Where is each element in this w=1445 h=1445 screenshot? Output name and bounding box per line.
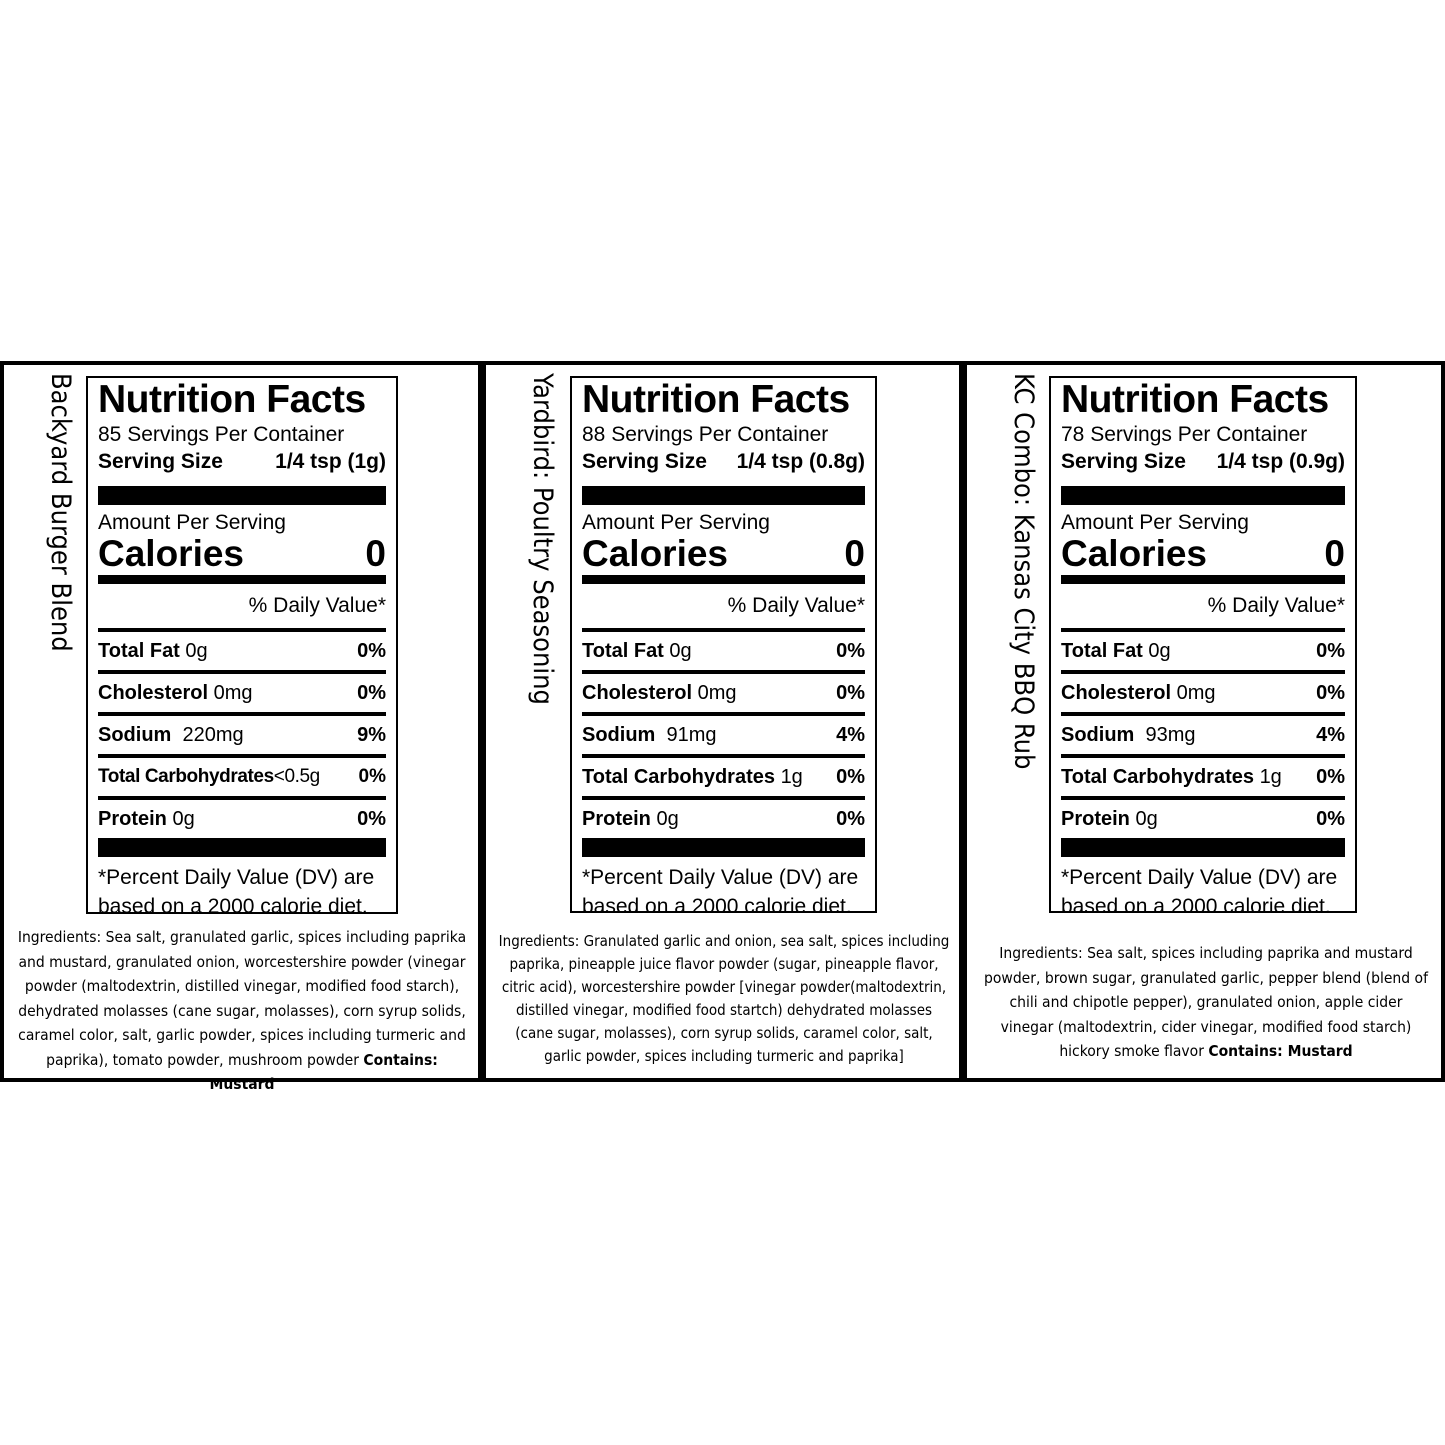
nutrient-row <box>582 674 865 712</box>
nutrient-row <box>582 632 865 670</box>
calories-label: Calories <box>98 533 245 574</box>
nutrient-amount: 0mg <box>1176 681 1216 704</box>
product-name-vertical <box>1001 373 1041 770</box>
nutrient-dv: 9% <box>357 723 386 746</box>
nutrient-dv: 4% <box>1316 723 1345 746</box>
thick-divider <box>98 838 386 857</box>
serving-size-label: Serving Size <box>98 450 223 473</box>
nutrient-amount: 1g <box>1259 765 1282 788</box>
amount-per-serving: Amount Per Serving <box>582 511 770 534</box>
serving-size-value: 1/4 tsp (0.9g) <box>1216 450 1345 473</box>
daily-value-header: % Daily Value* <box>727 594 865 617</box>
serving-size-row <box>98 448 386 476</box>
nutrient-amount: 0mg <box>697 681 737 704</box>
nutrient-row <box>582 758 865 796</box>
calories-value: 0 <box>844 533 865 574</box>
calories-label: Calories <box>582 533 729 574</box>
thick-divider <box>1061 486 1345 505</box>
nutrient-row <box>98 674 386 712</box>
nutrient-name: Protein <box>98 807 167 830</box>
nutrient-name: Total Fat <box>1061 639 1143 662</box>
nutrient-row <box>1061 758 1345 796</box>
serving-size-label: Serving Size <box>1061 450 1186 473</box>
medium-divider <box>582 575 865 584</box>
nutrient-amount: 93mg <box>1145 723 1196 746</box>
nutrient-amount: 0g <box>185 639 208 662</box>
nutrient-row <box>1061 674 1345 712</box>
ingredients-text: Ingredients: Sea salt, granulated garlic, spices including paprika and mustard, granulated onion, worcestershire powder (vinegar powder (maltodextrin, distilled vinegar, modified food starch), dehydrated molasses (cane sugar, molasses), corn syrup solids, caramel color, salt, garlic powder, spices including turmeric and paprika), tomato powder, mushroom powder <box>17 928 467 1069</box>
nutrient-name: Sodium <box>1061 723 1135 746</box>
nutrient-dv: 0% <box>1316 681 1345 704</box>
nutrient-row <box>98 800 386 838</box>
footnote: *Percent Daily Value (DV) are based on a 2000 calorie diet. <box>1061 866 1338 918</box>
nutrient-name: Sodium <box>582 723 656 746</box>
nutrient-row <box>1061 800 1345 838</box>
servings-per-container: 85 Servings Per Container <box>98 423 345 446</box>
nutrient-amount: 0g <box>172 807 195 830</box>
calories-label: Calories <box>1061 533 1208 574</box>
nutrient-row <box>98 758 386 796</box>
daily-value-header: % Daily Value* <box>1207 594 1345 617</box>
allergen-contains: Contains: Mustard <box>209 1050 438 1093</box>
nutrient-name: Total Fat <box>582 639 664 662</box>
ingredients-block <box>16 925 468 1097</box>
label-title: Nutrition Facts <box>1061 378 1329 421</box>
nutrient-amount: 0g <box>1135 807 1158 830</box>
medium-divider <box>1061 575 1345 584</box>
ingredients-block <box>498 930 950 1068</box>
nutrient-name: Sodium <box>98 723 172 746</box>
calories-row <box>98 535 386 573</box>
servings-per-container: 88 Servings Per Container <box>582 423 829 446</box>
thick-divider <box>1061 838 1345 857</box>
nutrient-name: Cholesterol <box>1061 681 1172 704</box>
nutrient-amount: 0g <box>1148 639 1171 662</box>
product-name-vertical <box>38 373 78 673</box>
nutrient-name: Cholesterol <box>98 681 209 704</box>
nutrient-amount: 0g <box>656 807 679 830</box>
nutrient-dv: 0% <box>357 639 386 662</box>
nutrition-facts-label <box>570 376 877 918</box>
nutrient-row <box>98 716 386 754</box>
thick-divider <box>582 486 865 505</box>
nutrient-dv: 0% <box>1316 807 1345 830</box>
ingredients-text: Ingredients: Granulated garlic and onion, sea salt, spices including paprika, pineapple juice flavor powder (sugar, pineapple flavor, citric acid), worcestershire powder [vinegar powder(maltodextrin, distilled vinegar, modified food startch) dehydrated molasses (cane sugar, molasses), corn syrup solids, caramel color, salt, garlic powder, spices including turmeric and paprika] <box>498 932 950 1065</box>
nutrient-row <box>1061 716 1345 754</box>
nutrient-dv: 0% <box>836 807 865 830</box>
nutrient-name: Protein <box>582 807 651 830</box>
serving-size-value: 1/4 tsp (0.8g) <box>736 450 865 473</box>
ingredients-block <box>983 941 1429 1064</box>
nutrient-name: Total Carbohydrates <box>582 765 775 788</box>
serving-size-value: 1/4 tsp (1g) <box>275 450 386 473</box>
amount-per-serving: Amount Per Serving <box>98 511 286 534</box>
nutrient-name: Cholesterol <box>582 681 693 704</box>
nutrient-name: Total Carbohydrates <box>98 766 274 787</box>
thick-divider <box>98 486 386 505</box>
nutrient-row <box>1061 632 1345 670</box>
product-panel-backyard-burger <box>0 361 482 1093</box>
nutrient-amount: 91mg <box>666 723 717 746</box>
allergen-contains: Contains: Mustard <box>1208 1042 1353 1060</box>
nutrient-amount: 220mg <box>182 723 244 746</box>
nutrient-dv: 0% <box>358 766 386 787</box>
footnote: *Percent Daily Value (DV) are based on a 2000 calorie diet. <box>582 866 859 918</box>
serving-size-row <box>1061 448 1345 476</box>
servings-per-container: 78 Servings Per Container <box>1061 423 1308 446</box>
thick-divider <box>582 838 865 857</box>
serving-size-row <box>582 448 865 476</box>
nutrient-name: Total Fat <box>98 639 180 662</box>
labels-strip <box>0 361 1445 1093</box>
nutrient-dv: 0% <box>836 639 865 662</box>
ingredients-text: Ingredients: Sea salt, spices including paprika and mustard powder, brown sugar, granulated garlic, pepper blend (blend of chili and chipotle pepper), granulated onion, apple cider vinegar (maltodextrin, cider vinegar, modified food starch) hickory smoke flavor <box>984 944 1428 1060</box>
nutrient-amount: 0mg <box>213 681 253 704</box>
calories-row <box>1061 535 1345 573</box>
product-panel-kc-combo <box>963 361 1445 1082</box>
nutrient-dv: 0% <box>1316 765 1345 788</box>
nutrition-facts-label <box>86 376 398 918</box>
nutrient-row <box>582 716 865 754</box>
serving-size-label: Serving Size <box>582 450 707 473</box>
product-name: Backyard Burger Blend <box>45 373 76 652</box>
footnote: *Percent Daily Value (DV) are based on a 2000 calorie diet. <box>98 866 375 918</box>
product-name: Yardbird: Poultry Seasoning <box>527 373 558 705</box>
nutrient-dv: 4% <box>836 723 865 746</box>
nutrient-amount: 0g <box>669 639 692 662</box>
calories-row <box>582 535 865 573</box>
label-title: Nutrition Facts <box>98 378 366 421</box>
nutrient-dv: 0% <box>836 681 865 704</box>
product-panel-yardbird <box>482 361 963 1082</box>
label-title: Nutrition Facts <box>582 378 850 421</box>
product-name: KC Combo: Kansas City BBQ Rub <box>1008 373 1039 770</box>
medium-divider <box>98 575 386 584</box>
nutrient-dv: 0% <box>1316 639 1345 662</box>
nutrient-amount: <0.5g <box>273 766 320 787</box>
nutrient-dv: 0% <box>357 681 386 704</box>
nutrient-name: Total Carbohydrates <box>1061 765 1254 788</box>
nutrient-row <box>98 632 386 670</box>
amount-per-serving: Amount Per Serving <box>1061 511 1249 534</box>
nutrient-row <box>582 800 865 838</box>
nutrient-dv: 0% <box>357 807 386 830</box>
nutrient-name: Protein <box>1061 807 1130 830</box>
nutrition-facts-label <box>1049 376 1357 918</box>
nutrient-amount: 1g <box>780 765 803 788</box>
nutrient-dv: 0% <box>836 765 865 788</box>
calories-value: 0 <box>1324 533 1345 574</box>
daily-value-header: % Daily Value* <box>248 594 386 617</box>
calories-value: 0 <box>365 533 386 574</box>
product-name-vertical <box>520 373 560 705</box>
